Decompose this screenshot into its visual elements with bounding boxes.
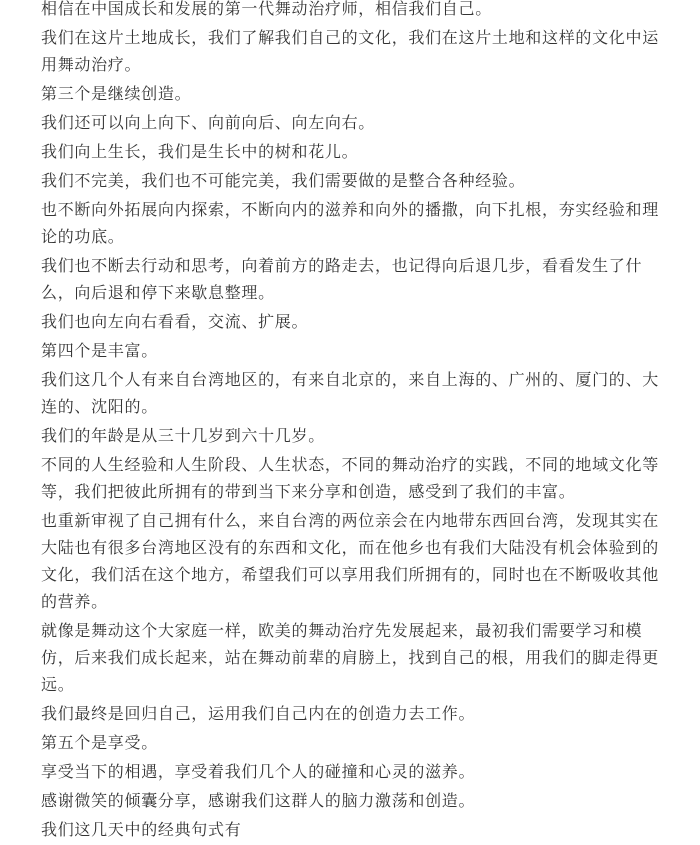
- paragraph: 我们不完美，我们也不可能完美，我们需要做的是整合各种经验。: [41, 171, 526, 190]
- paragraph: 我们最终是回归自己，运用我们自己内在的创造力去工作。: [41, 704, 476, 723]
- paragraph: 我们还可以向上向下、向前向后、向左向右。: [41, 113, 376, 132]
- paragraph: 我们在这片土地成长，我们了解我们自己的文化，我们在这片土地和这样的文化中运用舞动治疗。: [41, 28, 659, 74]
- paragraph: 我们也不断去行动和思考，向着前方的路走去，也记得向后退几步，看看发生了什么，向后退和停下来歇息整理。: [41, 256, 643, 302]
- paragraph: 不同的人生经验和人生阶段、人生状态，不同的舞动治疗的实践，不同的地域文化等等，我们把彼此所拥有的带到当下来分享和创造，感受到了我们的丰富。: [41, 455, 659, 501]
- article-body: [41, 0, 663, 845]
- paragraph: 相信在中国成长和发展的第一代舞动治疗师，相信我们自己。: [41, 0, 492, 18]
- paragraph: 我们这几天中的经典句式有: [41, 820, 242, 839]
- paragraph: 我们也向左向右看看，交流、扩展。: [41, 312, 309, 331]
- paragraph: 我们向上生长，我们是生长中的树和花儿。: [41, 142, 359, 161]
- paragraph: 感谢微笑的倾囊分享，感谢我们这群人的脑力激荡和创造。: [41, 791, 476, 810]
- paragraph: 也不断向外拓展向内探索，不断向内的滋养和向外的播撒，向下扎根，夯实经验和理论的功底。: [41, 200, 659, 246]
- paragraph: 就像是舞动这个大家庭一样，欧美的舞动治疗先发展起来，最初我们需要学习和模仿，后来我们成长起来，站在舞动前辈的肩膀上，找到自己的根，用我们的脚走得更远。: [41, 621, 659, 694]
- paragraph: 第五个是享受。: [41, 733, 158, 752]
- paragraph: 我们的年龄是从三十几岁到六十几岁。: [41, 426, 325, 445]
- paragraph: 享受当下的相遇，享受着我们几个人的碰撞和心灵的滋养。: [41, 762, 476, 781]
- paragraph: 我们这几个人有来自台湾地区的，有来自北京的，来自上海的、广州的、厦门的、大连的、沈阳的。: [41, 370, 659, 416]
- paragraph: 第三个是继续创造。: [41, 84, 192, 103]
- paragraph: 也重新审视了自己拥有什么，来自台湾的两位亲会在内地带东西回台湾，发现其实在大陆也有很多台湾地区没有的东西和文化，而在他乡也有我们大陆没有机会体验到的文化，我们活在这个地方，希望我们可以享用我们所拥有的，同时也在不断吸收其他的营养。: [41, 511, 659, 611]
- paragraph: 第四个是丰富。: [41, 341, 158, 360]
